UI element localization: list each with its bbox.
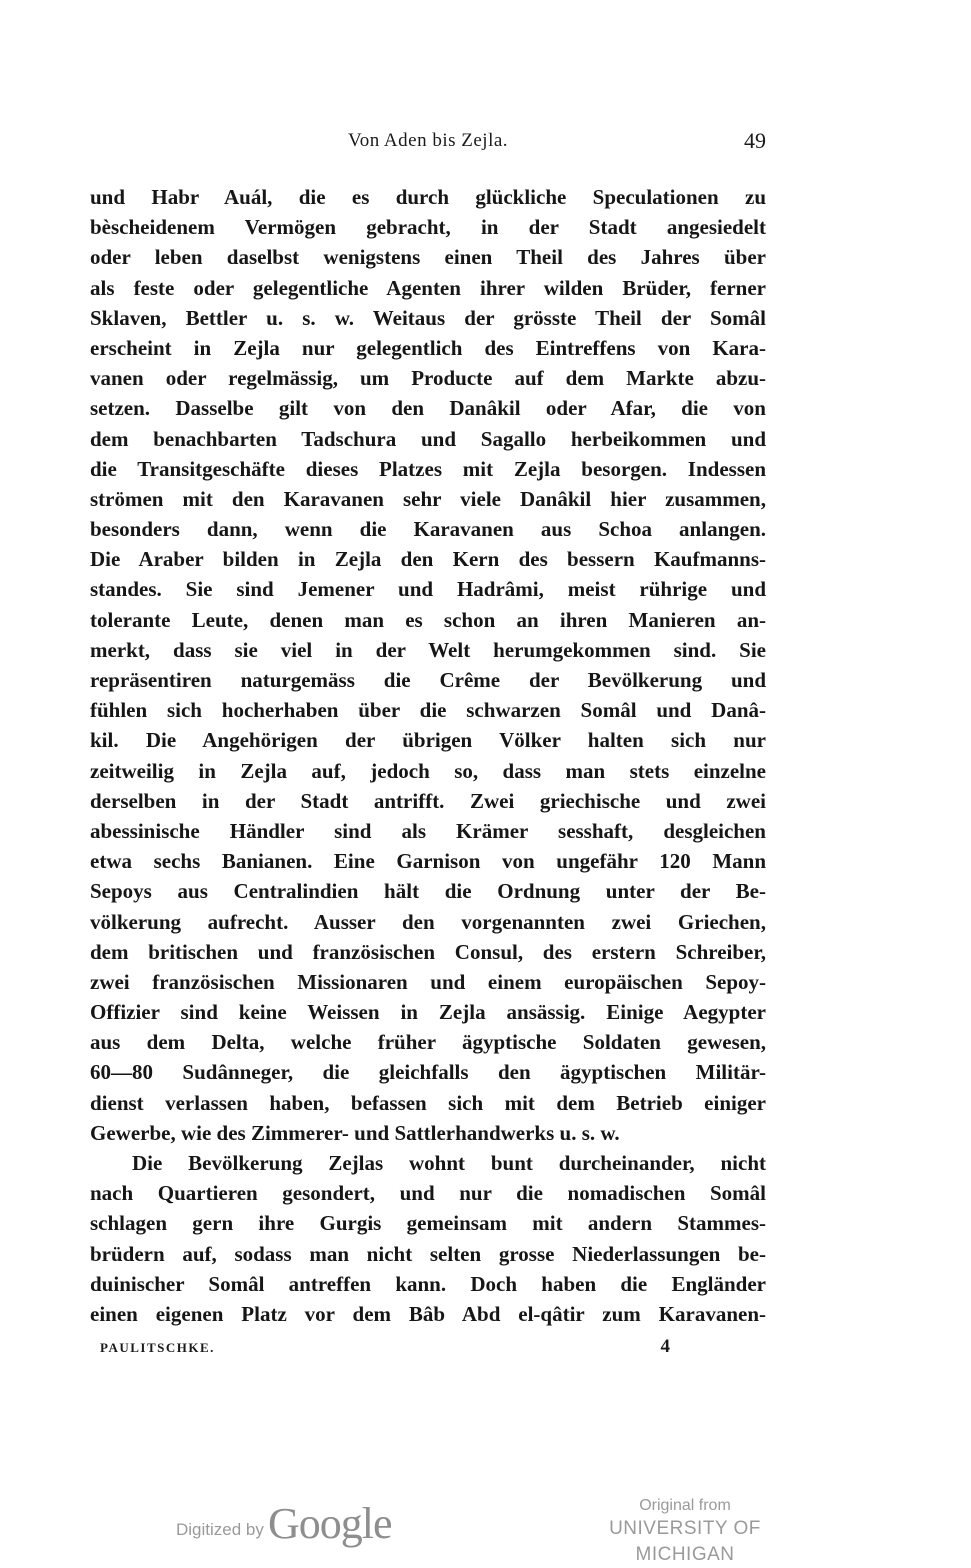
text-line: besonders dann, wenn die Karavanen aus Schoa anlangen. <box>90 517 766 542</box>
text-line: erscheint in Zejla nur gelegentlich des Eintreffens von Kara- <box>90 335 766 360</box>
text-line: repräsentiren naturgemäss die Crême der Bevölkerung und <box>90 668 766 692</box>
author-signature-mark: PAULITSCHKE. <box>100 1340 215 1355</box>
source-library-label: UNIVERSITY OF MICHIGAN <box>609 1518 761 1565</box>
text-line: und Habr Auál, die es durch glückliche Speculationen zu <box>90 185 766 209</box>
text-line: tolerante Leute, denen man es schon an ihren Manieren an- <box>90 607 766 632</box>
text-line: abessinische Händler sind als Krämer sesshaft, desgleichen <box>90 818 766 843</box>
google-logo: Google <box>268 1499 392 1548</box>
text-line: dienst verlassen haben, befassen sich mit dem Betrieb einiger <box>90 1090 766 1115</box>
text-line: oder leben daselbst wenigstens einen Theil des Jahres über <box>90 245 766 270</box>
text-line: nach Quartieren gesondert, und nur die nomadischen Somâl <box>90 1181 766 1206</box>
text-line: merkt, dass sie viel in der Welt herumgekommen sind. Sie <box>90 637 766 662</box>
text-line: fühlen sich hocherhaben über die schwarzen Somâl und Danâ- <box>90 698 766 723</box>
digitization-footer <box>0 1480 971 1565</box>
text-line: dem britischen und französischen Consul, des erstern Schreiber, <box>90 939 766 964</box>
text-line: einen eigenen Platz vor dem Bâb Abd el-qâtir zum Karavanen- <box>90 1301 766 1326</box>
body-text <box>90 182 766 1329</box>
text-line: etwa sechs Banianen. Eine Garnison von ungefähr 120 Mann <box>90 849 766 874</box>
text-line: vanen oder regelmässig, um Producte auf dem Markte abzu- <box>90 366 766 391</box>
text-line: die Transitgeschäfte dieses Platzes mit Zejla besorgen. Indessen <box>90 456 766 481</box>
page-header <box>90 128 766 158</box>
text-line: setzen. Dasselbe gilt von den Danâkil oder Afar, die von <box>90 396 766 421</box>
text-line: derselben in der Stadt antrifft. Zwei griechische und zwei <box>90 788 766 813</box>
text-line: aus dem Delta, welche früher ägyptische Soldaten gewesen, <box>90 1030 766 1055</box>
text-line: als feste oder gelegentliche Agenten ihrer wilden Brüder, ferner <box>90 275 766 300</box>
sheet-signature-number: 4 <box>660 1336 670 1357</box>
original-source-watermark <box>560 1496 810 1568</box>
text-line: kil. Die Angehörigen der übrigen Völker halten sich nur <box>90 728 766 753</box>
text-line: 60—80 Sudânneger, die gleichfalls den ägyptischen Militär- <box>90 1060 766 1085</box>
text-line: Sepoys aus Centralindien hält die Ordnung unter der Be- <box>90 879 766 904</box>
text-line: Offizier sind keine Weissen in Zejla ansässig. Einige Aegypter <box>90 1000 766 1025</box>
text-line: Sklaven, Bettler u. s. w. Weitaus der grösste Theil der Somâl <box>90 305 766 330</box>
signature-line <box>100 1336 670 1360</box>
original-from-label: Original from <box>639 1497 731 1514</box>
text-line: Die Araber bilden in Zejla den Kern des bessern Kaufmanns- <box>90 547 766 572</box>
text-line: standes. Sie sind Jemener und Hadrâmi, meist rührige und <box>90 577 766 602</box>
text-line: strömen mit den Karavanen sehr viele Danâkil hier zusammen, <box>90 486 766 511</box>
page-number: 49 <box>744 128 766 153</box>
text-line: bèscheidenem Vermögen gebracht, in der Stadt angesiedelt <box>90 215 766 240</box>
text-line: brüdern auf, sodass man nicht selten grosse Niederlassungen be- <box>90 1241 766 1266</box>
paragraph-end-line: Gewerbe, wie des Zimmerer- und Sattlerhandwerks u. s. w. <box>90 1120 620 1145</box>
paragraph-start-line: Die Bevölkerung Zejlas wohnt bunt durcheinander, nicht <box>132 1151 766 1175</box>
digitized-by-label: Digitized by <box>176 1520 264 1539</box>
text-line: dem benachbarten Tadschura und Sagallo herbeikommen und <box>90 426 766 451</box>
text-line: zeitweilig in Zejla auf, jedoch so, dass man stets einzelne <box>90 758 766 783</box>
text-line: duinischer Somâl antreffen kann. Doch haben die Engländer <box>90 1271 766 1296</box>
running-title: Von Aden bis Zejla. <box>347 130 509 151</box>
text-line: schlagen gern ihre Gurgis gemeinsam mit andern Stammes- <box>90 1211 766 1236</box>
text-line: völkerung aufrecht. Ausser den vorgenannten zwei Griechen, <box>90 909 766 934</box>
text-line: zwei französischen Missionaren und einem europäischen Sepoy- <box>90 969 766 994</box>
